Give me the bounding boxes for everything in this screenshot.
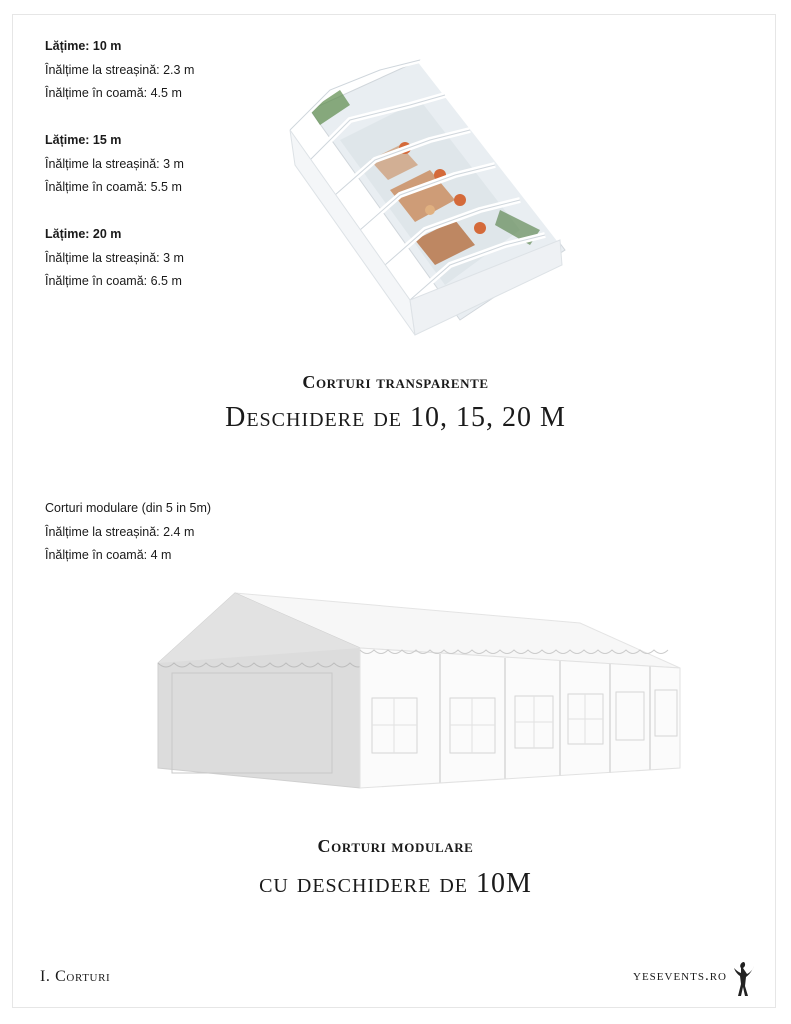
transparent-tent-image [270, 50, 575, 340]
spec-width: Lățime: 10 m [45, 39, 122, 53]
modular-spec [45, 497, 211, 568]
spec-ridge: Înălțime în coamă: 4.5 m [45, 86, 182, 100]
section-label: I. Corturi [40, 968, 111, 985]
spec-width: Lățime: 15 m [45, 133, 122, 147]
transparent-spec-10 [45, 35, 194, 106]
site-name: yesevents.ro [633, 968, 727, 984]
transparent-tents-subtitle: Deschidere de 10, 15, 20 M [225, 402, 566, 433]
dancer-logo-icon [733, 960, 755, 998]
spec-ridge: Înălțime în coamă: 5.5 m [45, 180, 182, 194]
transparent-tents-title: Corturi transparente [302, 372, 489, 392]
modular-spec-line: Corturi modulare (din 5 in 5m) [45, 501, 212, 515]
spec-eave: Înălțime la streașină: 3 m [45, 156, 184, 171]
modular-tent-image [150, 588, 690, 798]
spec-width: Lățime: 20 m [45, 227, 122, 241]
modular-spec-line: Înălțime la streașină: 2.4 m [45, 524, 195, 539]
spec-ridge: Înălțime în coamă: 6.5 m [45, 274, 182, 288]
modular-spec-line: Înălțime în coamă: 4 m [45, 548, 172, 562]
transparent-spec-20 [45, 223, 184, 294]
spec-eave: Înălțime la streașină: 3 m [45, 250, 184, 265]
modular-tents-subtitle: cu deschidere de 10M [259, 868, 532, 899]
transparent-spec-15 [45, 129, 184, 200]
modular-tents-title: Corturi modulare [317, 836, 474, 856]
spec-eave: Înălțime la streașină: 2.3 m [45, 62, 195, 77]
